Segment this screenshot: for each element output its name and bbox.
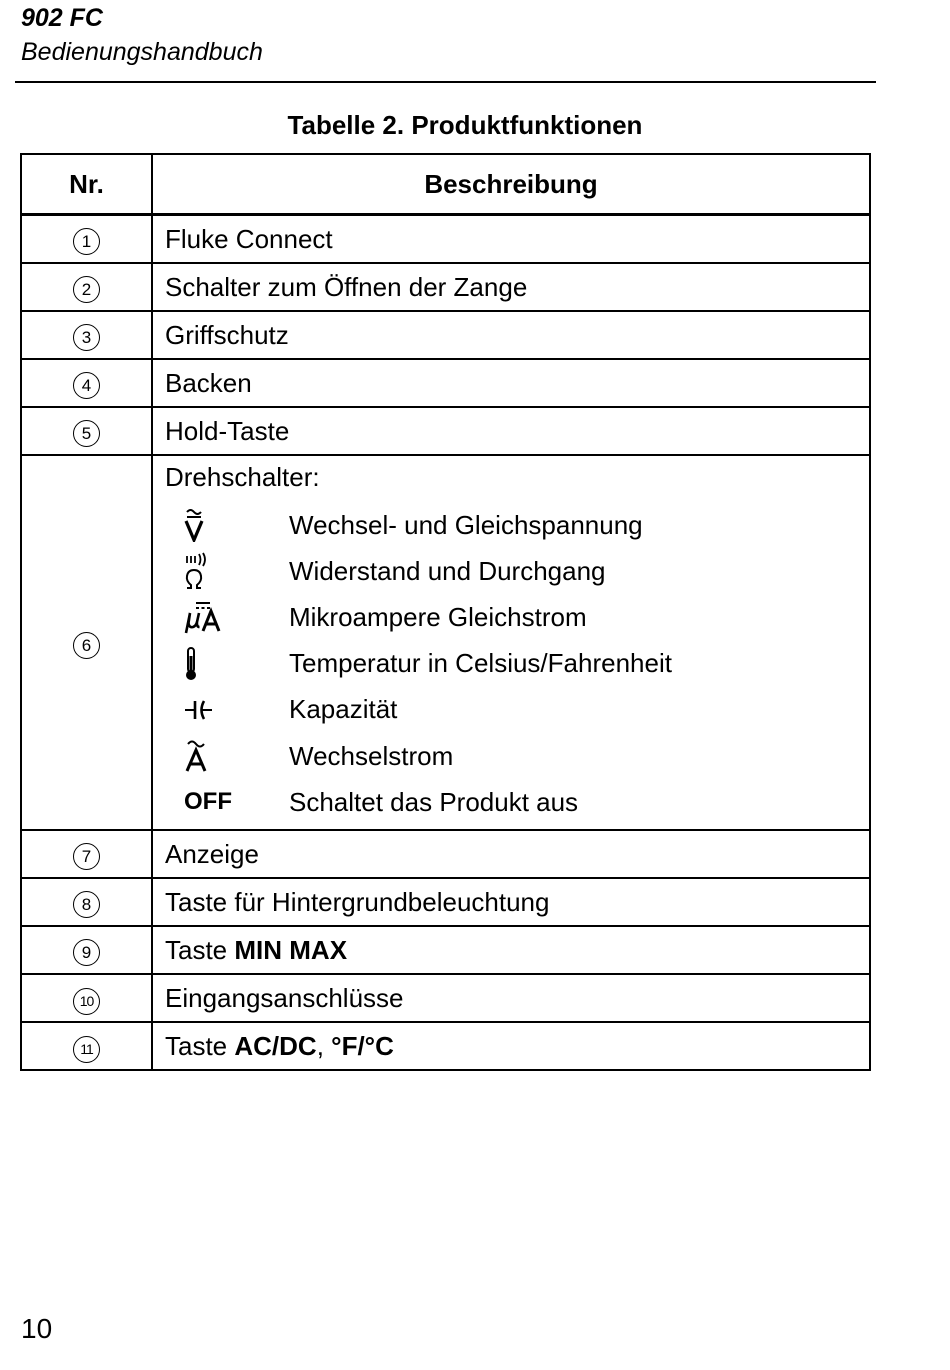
switch-position-label: Mikroampere Gleichstrom bbox=[289, 601, 587, 632]
item-description bbox=[152, 1022, 870, 1070]
page-number: 10 bbox=[21, 1313, 53, 1344]
ac-current-icon bbox=[165, 739, 289, 773]
switch-position-row bbox=[165, 594, 869, 640]
table-header-row bbox=[21, 154, 870, 215]
table-row bbox=[21, 407, 870, 455]
switch-position-label: Widerstand und Durchgang bbox=[289, 555, 606, 586]
resistance-continuity-icon bbox=[165, 551, 289, 591]
item-number: 9 bbox=[73, 939, 100, 966]
off-label: OFF bbox=[184, 788, 232, 816]
item-description: Eingangsanschlüsse bbox=[152, 974, 870, 1022]
table-row bbox=[21, 974, 870, 1022]
item-number: 11 bbox=[73, 1036, 100, 1063]
button-name-ac-dc: AC/DC bbox=[234, 1030, 317, 1061]
item-number: 8 bbox=[73, 891, 100, 918]
switch-position-label: Kapazität bbox=[289, 694, 398, 725]
thermometer-icon bbox=[165, 646, 289, 682]
table-row-rotary-switch bbox=[21, 455, 870, 830]
table-row bbox=[21, 263, 870, 311]
switch-position-row bbox=[165, 548, 869, 594]
item-description: Taste für Hintergrundbeleuchtung bbox=[152, 878, 870, 926]
item-number: 7 bbox=[73, 843, 100, 870]
switch-position-row bbox=[165, 779, 869, 825]
item-description: Drehschalter: bbox=[165, 462, 320, 492]
capacitor-icon bbox=[165, 698, 289, 722]
manual-model: 902 FC bbox=[21, 4, 103, 32]
item-number: 4 bbox=[73, 372, 100, 399]
item-description: Backen bbox=[152, 359, 870, 407]
header-divider bbox=[15, 81, 876, 83]
column-header-description: Beschreibung bbox=[152, 154, 870, 215]
item-number: 6 bbox=[73, 632, 100, 659]
column-header-nr: Nr. bbox=[21, 154, 152, 215]
item-description: Anzeige bbox=[152, 830, 870, 878]
table-row bbox=[21, 359, 870, 407]
table-row bbox=[21, 1022, 870, 1070]
item-description-prefix: Taste bbox=[165, 1030, 235, 1061]
item-number: 3 bbox=[73, 324, 100, 351]
item-number: 10 bbox=[73, 988, 100, 1015]
switch-position-row bbox=[165, 502, 869, 548]
ac-dc-voltage-icon bbox=[165, 508, 289, 542]
button-name-min-max: MIN MAX bbox=[234, 934, 348, 965]
table-row bbox=[21, 830, 870, 878]
switch-position-row bbox=[165, 687, 869, 733]
table-title: Tabelle 2. Produktfunktionen bbox=[287, 110, 643, 140]
manual-subtitle: Bedienungshandbuch bbox=[21, 38, 263, 66]
table-row bbox=[21, 311, 870, 359]
item-description: Griffschutz bbox=[152, 311, 870, 359]
item-number: 5 bbox=[73, 420, 100, 447]
switch-position-row bbox=[165, 641, 869, 687]
item-description: Hold-Taste bbox=[152, 407, 870, 455]
button-name-f-c: °F/°C bbox=[331, 1030, 394, 1061]
item-number: 2 bbox=[73, 276, 100, 303]
item-number: 1 bbox=[73, 228, 100, 255]
switch-position-label: Temperatur in Celsius/Fahrenheit bbox=[289, 648, 672, 679]
item-description-prefix: Taste bbox=[165, 934, 235, 965]
table-row bbox=[21, 926, 870, 974]
switch-position-label: Wechselstrom bbox=[289, 740, 454, 771]
product-features-table bbox=[20, 153, 871, 1071]
table-row bbox=[21, 878, 870, 926]
item-description: Schalter zum Öffnen der Zange bbox=[152, 263, 870, 311]
item-description bbox=[152, 926, 870, 974]
switch-position-label: Wechsel- und Gleichspannung bbox=[289, 509, 643, 540]
item-description-separator: , bbox=[316, 1030, 332, 1061]
switch-position-row bbox=[165, 733, 869, 779]
dc-microamps-icon bbox=[165, 599, 289, 635]
table-row bbox=[21, 215, 870, 264]
item-description: Fluke Connect bbox=[152, 215, 870, 264]
switch-position-label: Schaltet das Produkt aus bbox=[289, 786, 579, 817]
